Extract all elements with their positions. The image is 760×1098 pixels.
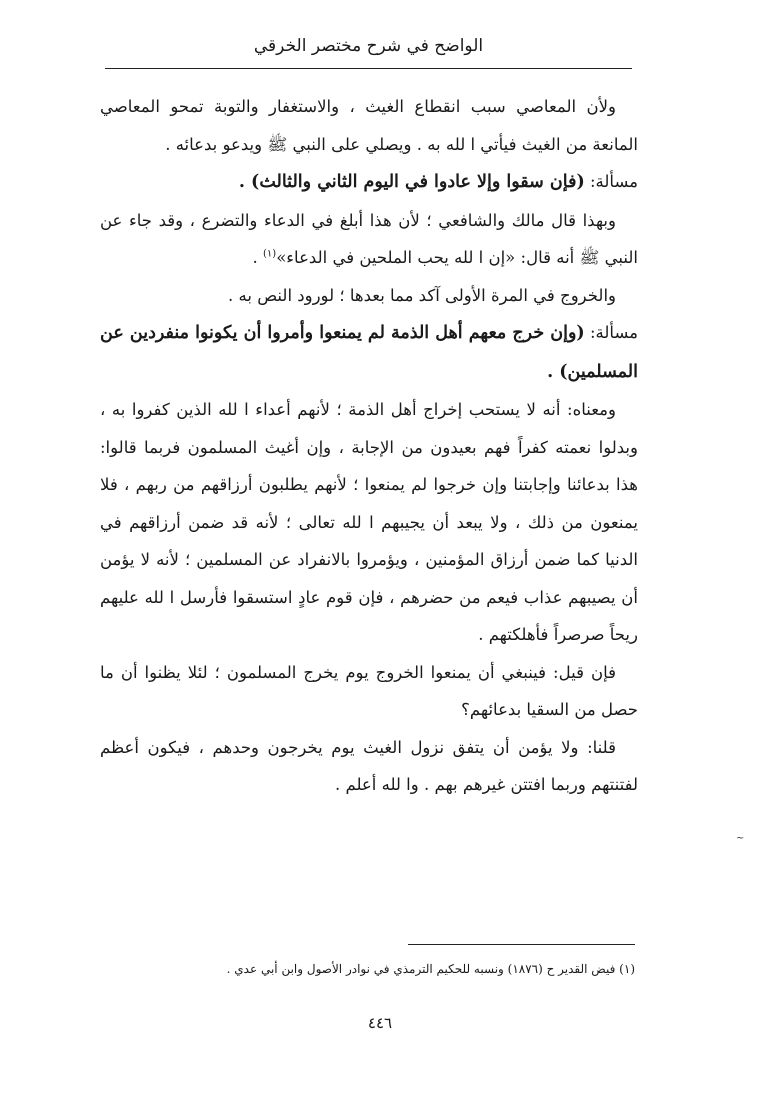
paragraph-6: قلنا: ولا يؤمن أن يتفق نزول الغيث يوم يخرجون وحدهم ، فيكون أعظم لفتنتهم وربما افتتن غيرهم بهم . وا لله أعلم . (100, 737, 638, 794)
masala-2 (100, 314, 638, 391)
header-rule (105, 68, 632, 69)
paragraph-4: ومعناه: أنه لا يستحب إخراج أهل الذمة ؛ لأنهم أعداء ا لله الذين كفروا به ، وبدلوا نعمته كفراً فهم بعيدون من الإجابة ، وإن أغيث المسلمون فربما قالوا: هذا بدعائنا وإجابتنا وإن خرجوا لم يمنعوا ؛ لأنهم يطلبون أرزاقهم من ربهم ، فلا يمنعون من ذلك ، ولا يبعد أن يجيبهم ا لله تعالى ؛ لأنه قد ضمن أرزاقهم في الدنيا كما ضمن أرزاق المؤمنين ، ويؤمروا بالانفراد عن المسلمين ؛ لأنه لا يؤمن أن يصيبهم عذاب فيعم من حضرهم ، فإن قوم عادٍ استسقوا فأرسل ا لله عليهم ريحاً صرصراً فأهلكتهم . (100, 400, 638, 644)
masala-1 (100, 163, 638, 202)
paragraph-1: ولأن المعاصي سبب انقطاع الغيث ، والاستغفار والتوبة تمحو المعاصي المانعة من الغيث فيأتي ا لله به . ويصلي على النبي ﷺ ويدعو بدعائه . (100, 97, 638, 154)
masala-label: مسألة: (584, 172, 638, 191)
paragraph-3: والخروج في المرة الأولى آكد مما بعدها ؛ لورود النص به . (228, 285, 616, 305)
paragraph-5: فإن قيل: فينبغي أن يمنعوا الخروج يوم يخرج المسلمون ؛ لئلا يظنوا أن ما حصل من السقيا بدعائهم؟ (100, 662, 638, 719)
paragraph-2-end: . (252, 248, 258, 267)
running-header-title: الواضح في شرح مختصر الخرقي (253, 36, 484, 56)
footnote: (١) فيض القدير ح (١٨٧٦) ونسبه للحكيم الترمذي في نوادر الأصول وابن أبي عدي . (226, 962, 635, 976)
footnote-marker: (١) (263, 248, 277, 260)
paragraph-2 (100, 202, 638, 277)
masala-label: مسألة: (584, 323, 639, 342)
paragraph-2-text: وبهذا قال مالك والشافعي ؛ لأن هذا أبلغ في الدعاء والتضرع ، وقد جاء عن النبي ﷺ أنه قال: «إن ا لله يحب الملحين في الدعاء» (100, 210, 638, 267)
main-text (100, 88, 638, 804)
page-number: ٤٤٦ (367, 1014, 393, 1032)
masala-text: (فإن سقوا وإلا عادوا في اليوم الثاني والثالث) . (238, 172, 585, 192)
footnote-rule (408, 944, 635, 945)
margin-ink-mark: ~ (736, 833, 745, 844)
masala-text: (وإن خرج معهم أهل الذمة لم يمنعوا وأمروا أن يكونوا منفردين عن المسلمين) . (100, 323, 638, 382)
